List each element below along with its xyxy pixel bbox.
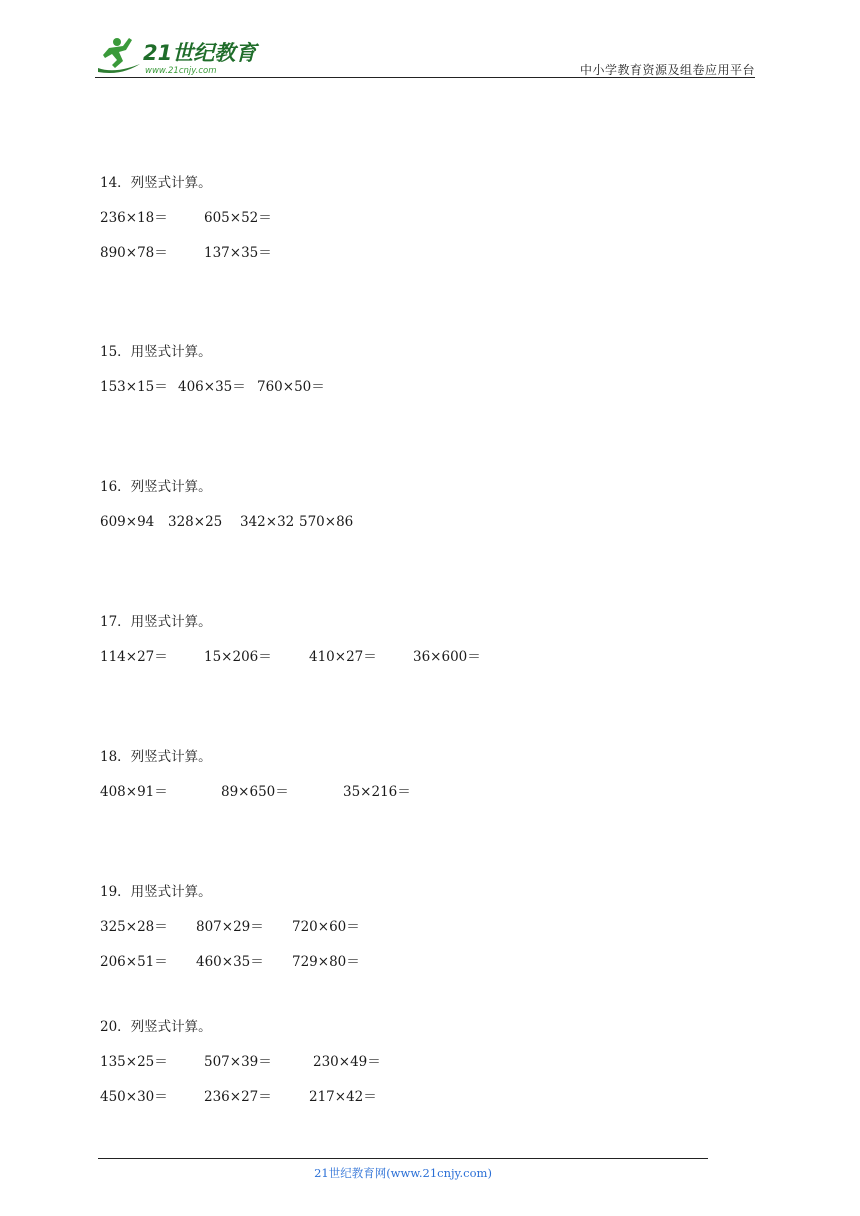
expression: 720×60＝ — [292, 919, 360, 935]
expression: 236×18＝ — [100, 210, 168, 226]
expression: 890×78＝ — [100, 245, 168, 261]
expression: 135×25＝ — [100, 1054, 168, 1070]
expression: 342×32 — [240, 514, 295, 530]
expression-row — [100, 513, 740, 531]
expression-row — [100, 378, 740, 396]
header-divider — [95, 77, 755, 78]
logo-url: www.21cnjy.com — [145, 66, 217, 76]
expression: 35×216＝ — [343, 784, 411, 800]
expression: 410×27＝ — [309, 649, 377, 665]
expression: 605×52＝ — [204, 210, 272, 226]
expression-row — [100, 648, 740, 666]
question-20 — [100, 1018, 740, 1106]
expression: 729×80＝ — [292, 954, 360, 970]
expression: 807×29＝ — [196, 919, 264, 935]
question-title: 20．列竖式计算。 — [100, 1019, 212, 1035]
expression: 15×206＝ — [204, 649, 272, 665]
question-17 — [100, 613, 740, 666]
expression-row — [100, 953, 740, 971]
expression: 153×15＝ — [100, 379, 168, 395]
expression: 236×27＝ — [204, 1089, 272, 1105]
question-14 — [100, 174, 740, 262]
question-15 — [100, 343, 740, 396]
expression: 89×650＝ — [221, 784, 289, 800]
expression: 450×30＝ — [100, 1089, 168, 1105]
question-title: 19．用竖式计算。 — [100, 884, 212, 900]
footer-link[interactable]: 21世纪教育网(www.21cnjy.com) — [314, 1166, 492, 1180]
expression: 760×50＝ — [257, 379, 325, 395]
question-title: 14．列竖式计算。 — [100, 175, 212, 191]
logo — [95, 34, 265, 78]
question-18 — [100, 748, 740, 801]
expression: 408×91＝ — [100, 784, 168, 800]
expression: 206×51＝ — [100, 954, 168, 970]
expression: 406×35＝ — [178, 379, 246, 395]
expression: 609×94 — [100, 514, 155, 530]
question-title: 18．列竖式计算。 — [100, 749, 212, 765]
expression: 36×600＝ — [413, 649, 481, 665]
logo-text: 21世纪教育 — [143, 41, 257, 65]
question-title: 16．列竖式计算。 — [100, 479, 212, 495]
expression-row — [100, 244, 740, 262]
expression-row — [100, 209, 740, 227]
expression-row — [100, 783, 740, 801]
expression: 325×28＝ — [100, 919, 168, 935]
header-tagline: 中小学教育资源及组卷应用平台 — [579, 63, 755, 77]
expression: 328×25 — [168, 514, 223, 530]
expression: 114×27＝ — [100, 649, 168, 665]
question-19 — [100, 883, 740, 971]
expression: 507×39＝ — [204, 1054, 272, 1070]
expression: 460×35＝ — [196, 954, 264, 970]
expression-row — [100, 1088, 740, 1106]
page-header — [95, 30, 755, 80]
question-title: 15．用竖式计算。 — [100, 344, 212, 360]
footer-divider — [98, 1158, 708, 1159]
running-figure-icon — [98, 38, 140, 73]
expression: 217×42＝ — [309, 1089, 377, 1105]
expression: 570×86 — [299, 514, 354, 530]
question-title: 17．用竖式计算。 — [100, 614, 212, 630]
expression: 137×35＝ — [204, 245, 272, 261]
expression-row — [100, 1053, 740, 1071]
expression-row — [100, 918, 740, 936]
expression: 230×49＝ — [313, 1054, 381, 1070]
question-16 — [100, 478, 740, 531]
